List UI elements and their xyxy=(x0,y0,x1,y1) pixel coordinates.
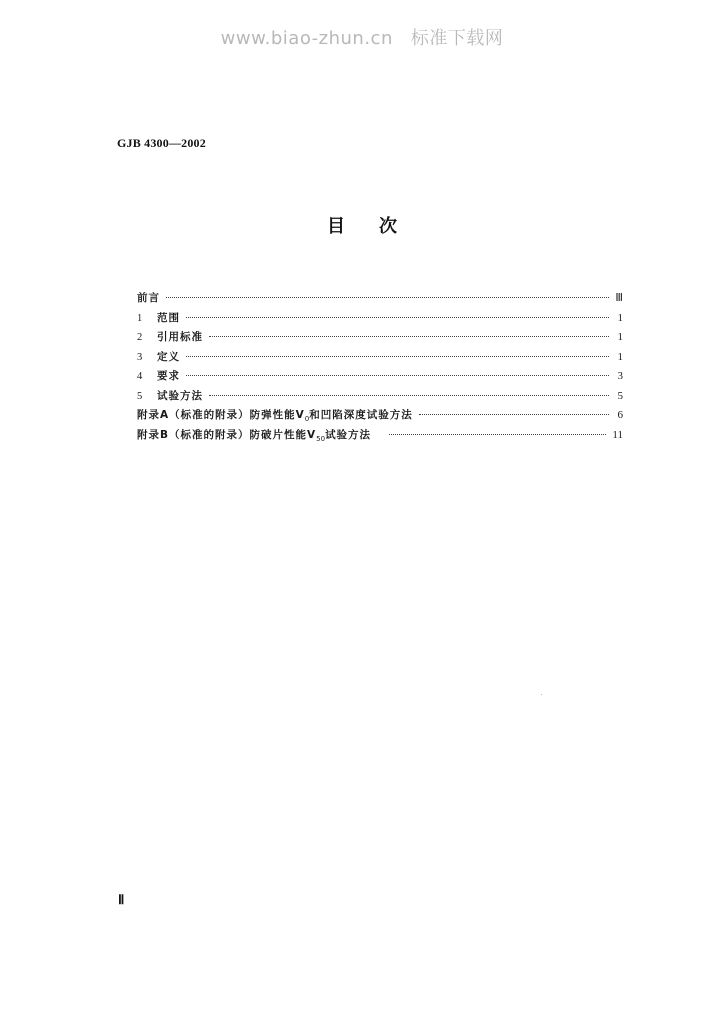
toc-label-after: 试验方法 xyxy=(325,428,372,441)
toc-leader-dots xyxy=(209,324,609,337)
toc-item-number: 5 xyxy=(137,390,143,402)
toc-item-page: Ⅲ xyxy=(615,292,623,304)
toc-item-label: 引用标准 xyxy=(157,331,203,343)
toc-label-before: 附录B（标准的附录）防破片性能V xyxy=(137,428,317,441)
toc-label-after: 和凹陷深度试验方法 xyxy=(309,409,413,421)
scan-speck xyxy=(541,694,542,695)
toc-item-number: 1 xyxy=(137,312,143,324)
toc-item-page: 1 xyxy=(617,350,623,363)
toc-item-number: 4 xyxy=(137,371,143,382)
toc-item-page: 11 xyxy=(612,428,623,441)
toc-leader-dots xyxy=(186,344,609,357)
toc-label-subscript: 0 xyxy=(304,415,310,424)
watermark-site-name: 标准下载网 xyxy=(410,28,504,49)
toc-leader-dots xyxy=(419,402,609,415)
toc-item-label xyxy=(137,426,371,450)
toc-item-label: 前言 xyxy=(137,292,160,304)
toc-item-label: 试验方法 xyxy=(157,389,203,402)
toc-label-subscript: 50 xyxy=(316,434,326,443)
toc-item-number: 2 xyxy=(137,332,143,343)
toc-item-page: 1 xyxy=(617,331,623,343)
toc-item-label: 要求 xyxy=(157,370,180,382)
toc-leader-dots xyxy=(389,422,606,435)
toc-leader-dots xyxy=(186,363,609,376)
toc-item-label: 范围 xyxy=(157,311,180,324)
toc-leader-dots xyxy=(209,383,609,396)
toc-item-page: 1 xyxy=(617,311,623,324)
standard-code: GJB 4300—2002 xyxy=(117,136,206,150)
toc-item-label: 定义 xyxy=(157,350,180,363)
toc-leader-dots xyxy=(186,305,609,318)
toc-item-page: 5 xyxy=(617,389,623,402)
toc-item-page: 6 xyxy=(617,409,623,421)
toc-item-number: 3 xyxy=(137,351,143,363)
toc-item-page: 3 xyxy=(617,370,623,382)
page-number: Ⅱ xyxy=(118,892,125,907)
watermark xyxy=(0,24,724,50)
toc-label-before: 附录A（标准的附录）防弹性能V xyxy=(137,409,305,421)
toc-leader-dots xyxy=(166,285,609,298)
page-title: 目次 xyxy=(327,216,431,237)
watermark-url: www.biao-zhun.cn xyxy=(220,28,393,49)
table-of-contents xyxy=(137,288,623,444)
